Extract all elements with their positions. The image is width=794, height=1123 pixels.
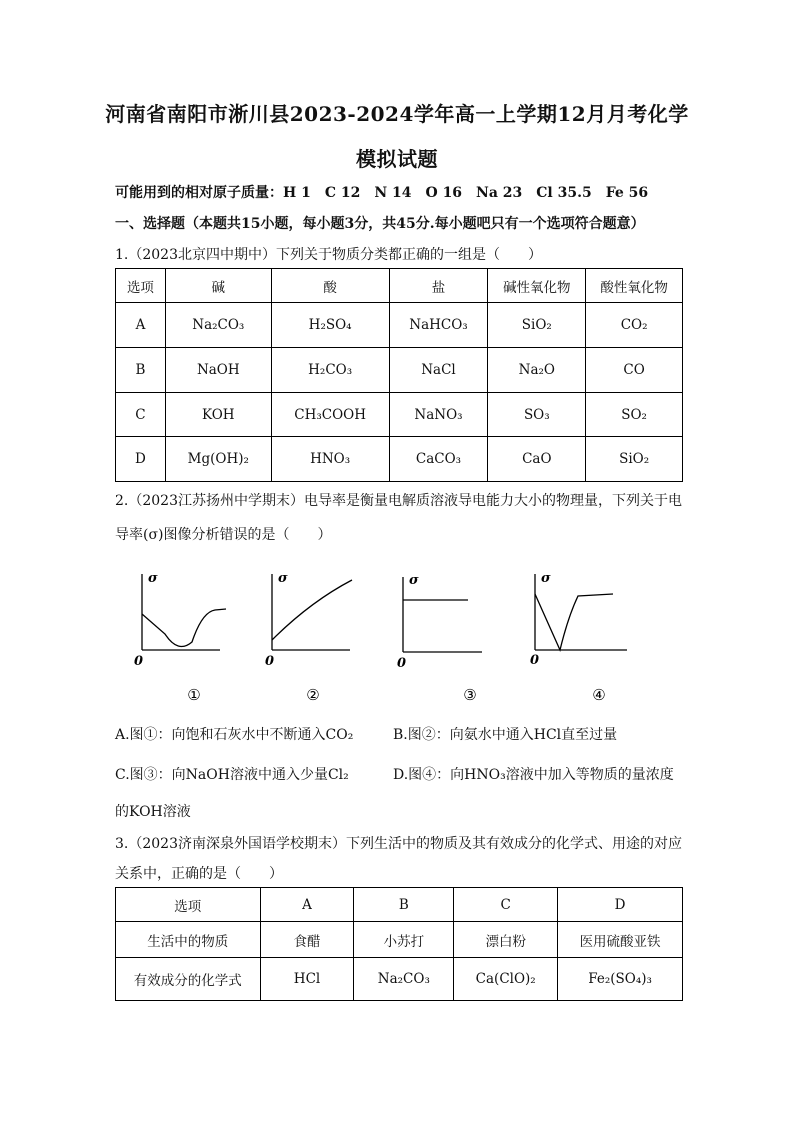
table-cell: HCl (260, 958, 354, 1001)
table-cell: 生活中的物质 (116, 922, 261, 958)
graph4-origin: 0 (530, 653, 540, 668)
graph2-label: ② (306, 686, 320, 704)
q2-option-c: C.图③：向NaOH溶液中通入少量Cl₂ (115, 767, 349, 783)
table-cell: CaCO₃ (389, 437, 488, 482)
table-cell: H₂CO₃ (271, 348, 389, 393)
graph1-label: ① (187, 686, 201, 704)
table-cell: A (116, 303, 166, 348)
header-cell: 盐 (389, 269, 488, 303)
table-row (116, 437, 683, 482)
table-cell: NaNO₃ (389, 393, 488, 437)
table-cell: Na₂O (488, 348, 586, 393)
graph3-label: ③ (463, 686, 477, 704)
table-cell: Mg(OH)₂ (165, 437, 271, 482)
table-cell: CaO (488, 437, 586, 482)
table-row (116, 348, 683, 393)
header-cell: 酸 (271, 269, 389, 303)
table-cell: SiO₂ (488, 303, 586, 348)
q1-stem: 1.（2023北京四中期中）下列关于物质分类都正确的一组是（ ） (115, 247, 542, 263)
header-cell: 选项 (116, 269, 166, 303)
graph1-curve (142, 609, 226, 647)
q3-stem-line2: 关系中，正确的是（ ） (115, 866, 283, 882)
table-cell: Na₂CO₃ (354, 958, 454, 1001)
header-cell: C (454, 888, 558, 922)
table-cell: Na₂CO₃ (165, 303, 271, 348)
table-row (116, 922, 683, 958)
table-cell: CH₃COOH (271, 393, 389, 437)
section-heading: 一、选择题（本题共15小题，每小题3分，共45分.每小题吧只有一个选项符合题意） (115, 216, 645, 232)
table-cell: NaCl (389, 348, 488, 393)
table-cell: NaOH (165, 348, 271, 393)
table-row (116, 393, 683, 437)
graph3-origin: 0 (397, 656, 407, 671)
header-cell: 酸性氧化物 (586, 269, 683, 303)
table-cell: D (116, 437, 166, 482)
q3-table (115, 887, 683, 1001)
table-cell: 有效成分的化学式 (116, 958, 261, 1001)
header-cell: 选项 (116, 888, 261, 922)
graph1-origin: 0 (134, 654, 144, 669)
q2-option-a: A.图①：向饱和石灰水中不断通入CO₂ (115, 727, 354, 743)
doc-title-line2: 模拟试题 (356, 147, 438, 171)
graph2-curve (272, 580, 352, 640)
q1-table (115, 268, 683, 482)
table-cell: 小苏打 (354, 922, 454, 958)
table-cell: H₂SO₄ (271, 303, 389, 348)
table-cell: KOH (165, 393, 271, 437)
table-cell: HNO₃ (271, 437, 389, 482)
header-cell: A (260, 888, 354, 922)
table-row (116, 958, 683, 1001)
atomic-masses: 可能用到的相对原子质量：H 1 C 12 N 14 O 16 Na 23 Cl 35.5 Fe 56 (115, 185, 649, 201)
table-cell: SO₂ (586, 393, 683, 437)
table-cell: CO₂ (586, 303, 683, 348)
header-cell: 碱 (165, 269, 271, 303)
q2-option-b: B.图②：向氨水中通入HCl直至过量 (393, 727, 618, 743)
graph4-sigma-label: σ (541, 571, 551, 586)
table-header-row (116, 888, 683, 922)
q2-option-d-continued: 的KOH溶液 (115, 804, 191, 820)
graph4-curve (535, 594, 613, 650)
graph2-sigma-label: σ (278, 571, 288, 586)
header-cell: B (354, 888, 454, 922)
graph4-label: ④ (592, 686, 606, 704)
table-cell: 漂白粉 (454, 922, 558, 958)
table-cell: Fe₂(SO₄)₃ (558, 958, 683, 1001)
q2-stem-line1: 2.（2023江苏扬州中学期末）电导率是衡量电解质溶液导电能力大小的物理量，下列关于电 (115, 493, 682, 509)
table-cell: B (116, 348, 166, 393)
graph3-axes (403, 577, 482, 652)
table-row (116, 303, 683, 348)
q3-stem-line1: 3.（2023济南深泉外国语学校期末）下列生活中的物质及其有效成分的化学式、用途的对应 (115, 836, 682, 852)
table-cell: 医用硫酸亚铁 (558, 922, 683, 958)
table-cell: SiO₂ (586, 437, 683, 482)
header-cell: D (558, 888, 683, 922)
table-cell: C (116, 393, 166, 437)
table-cell: Ca(ClO)₂ (454, 958, 558, 1001)
graph1-sigma-label: σ (148, 571, 158, 586)
table-cell: SO₃ (488, 393, 586, 437)
table-cell: 食醋 (260, 922, 354, 958)
q2-stem-line2: 导率(σ)图像分析错误的是（ ） (115, 527, 332, 543)
header-cell: 碱性氧化物 (488, 269, 586, 303)
doc-title-line1: 河南省南阳市淅川县2023-2024学年高一上学期12月月考化学 (105, 102, 689, 126)
graph2-origin: 0 (265, 654, 275, 669)
table-header-row (116, 269, 683, 303)
table-cell: CO (586, 348, 683, 393)
table-cell: NaHCO₃ (389, 303, 488, 348)
q2-option-d: D.图④：向HNO₃溶液中加入等物质的量浓度 (393, 767, 674, 783)
graph3-sigma-label: σ (409, 573, 419, 588)
conductivity-graphs (120, 562, 640, 712)
